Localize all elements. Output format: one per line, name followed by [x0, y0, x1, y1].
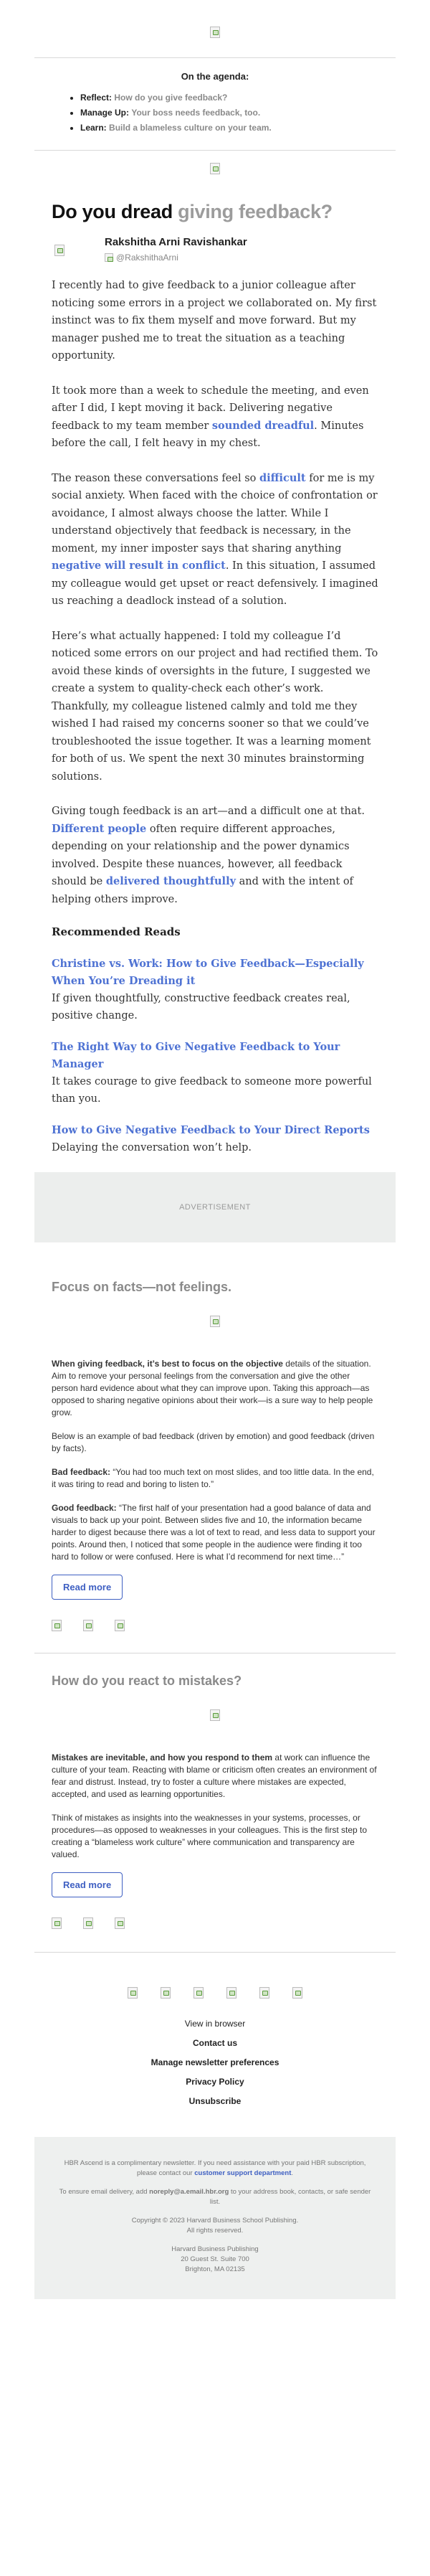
paragraph — [52, 803, 378, 908]
facts-section — [34, 1280, 396, 1631]
privacy-link[interactable]: Privacy Policy — [186, 2077, 244, 2087]
header-logo[interactable] — [34, 0, 396, 57]
paragraph — [52, 470, 378, 610]
section-icon — [34, 151, 396, 191]
recommended-item — [52, 1122, 378, 1156]
social-icon[interactable] — [161, 1987, 171, 1999]
paragraph — [52, 1358, 378, 1419]
author-handle-text: @RakshithaArni — [116, 253, 178, 263]
paragraph: Think of mistakes as insights into the weaknesses in your systems, processes, or procedures—as opposed to weaknesses in your colleagues. This is the first step to creating a “blameless work culture” where communication and transparency are valued. — [52, 1813, 368, 1859]
recommended-item — [52, 956, 378, 1024]
email-address[interactable]: noreply@a.email.hbr.org — [149, 2188, 229, 2196]
paragraph: Here’s what actually happened: I told my colleague I’d noticed some errors on our project and had rectified them. To avoid these kinds of oversights in the future, I suggested we create a system to quality-check each other’s work. Thankfully, my colleague listened calmly and told me they wished I had raised my concerns sooner so that we could’ve troubleshooted the issue together. It was a learning moment for both of us. We spent the next 30 minutes brainstorming solutions. — [52, 630, 378, 783]
inline-link[interactable]: difficult — [259, 471, 306, 484]
text: All rights reserved. — [186, 2227, 244, 2235]
text: for me is my social anxiety. When faced with the choice of confrontation or avoidance, I almost always choose the latter. While I understand objectively that feedback is necessary, in the moment, my inner imposter says that sharing anything — [52, 472, 378, 555]
footer-links — [34, 2014, 396, 2111]
social-icon[interactable] — [128, 1987, 138, 1999]
section-image — [52, 1315, 378, 1336]
recommended-desc: If given thoughtfully, constructive feedback creates real, positive change. — [52, 993, 350, 1022]
text: . — [291, 2169, 294, 2177]
learn-image-icon — [210, 1709, 220, 1721]
legal-block — [34, 2137, 396, 2299]
section-body — [52, 1752, 378, 1861]
social-icon[interactable] — [259, 1987, 269, 1999]
text: often require different approaches, depending on your relationship and the power dynamics involved. Despite these nuances, however, all feedback should be — [52, 823, 350, 887]
unsubscribe-link[interactable]: Unsubscribe — [188, 2096, 242, 2106]
text: . Minutes before the call, I felt heavy in my chest. — [52, 420, 364, 449]
share-icon[interactable] — [52, 1917, 62, 1929]
legal-text — [56, 2187, 374, 2207]
share-icon[interactable] — [83, 1917, 93, 1929]
social-icon[interactable] — [292, 1987, 302, 1999]
agenda-item-text: Your boss needs feedback, too. — [131, 108, 261, 118]
read-more-button[interactable]: Read more — [52, 1872, 123, 1897]
text: It took more than a week to schedule the meeting, and even after I did, I kept moving it back. Delivering negative feedback to my team member — [52, 384, 369, 432]
agenda-item-label: Manage Up: — [80, 108, 130, 118]
text: Brighton, MA 02135 — [185, 2265, 245, 2273]
agenda-list — [52, 90, 378, 136]
legal-text — [56, 2159, 374, 2179]
bold-text: Mistakes are inevitable, and how you respond to them — [52, 1752, 273, 1763]
text: The reason these conversations feel so — [52, 472, 259, 484]
agenda-item-text: How do you give feedback? — [114, 93, 228, 103]
text: at work can influence the culture of your team. Reacting with blame or criticism often creates an environment of fear and distrust. Instead, try to foster a culture where mistakes are expected, accepted, and used as learning opportunities. — [52, 1752, 377, 1799]
share-icon[interactable] — [115, 1620, 125, 1631]
agenda-item-text: Build a blameless culture on your team. — [109, 123, 272, 133]
email-container — [34, 0, 396, 2299]
footer-divider — [34, 1952, 396, 1953]
paragraph — [52, 1752, 378, 1801]
share-icon[interactable] — [115, 1917, 125, 1929]
text: 20 Guest St. Suite 700 — [181, 2255, 249, 2263]
paragraph: Below is an example of bad feedback (driven by emotion) and good feedback (driven by facts). — [52, 1431, 375, 1453]
author-avatar-icon — [54, 245, 64, 256]
support-link[interactable]: customer support department — [194, 2169, 292, 2177]
text: HBR Ascend is a complimentary newsletter. If you need assistance with your paid HBR subscription, please contact our — [64, 2159, 366, 2177]
inline-link[interactable]: Different people — [52, 822, 147, 835]
advertisement-box[interactable] — [34, 1172, 396, 1242]
contact-link[interactable]: Contact us — [192, 2038, 237, 2048]
section-title: How do you react to mistakes? — [52, 1674, 242, 1688]
agenda-item[interactable] — [80, 105, 378, 121]
social-icon[interactable] — [226, 1987, 236, 1999]
social-icon[interactable] — [194, 1987, 204, 1999]
view-in-browser-link[interactable]: View in browser — [184, 2019, 246, 2029]
manage-preferences-link[interactable]: Manage newsletter preferences — [150, 2057, 280, 2067]
share-icon[interactable] — [83, 1620, 93, 1631]
recommended-item — [52, 1039, 378, 1108]
recommended-link[interactable]: The Right Way to Give Negative Feedback to Your Manager — [52, 1041, 340, 1070]
paragraph — [52, 1502, 378, 1563]
section-title: Focus on facts—not feelings. — [52, 1280, 232, 1294]
article-title — [52, 201, 378, 223]
copyright — [56, 2216, 374, 2236]
text: Giving tough feedback is an art—and a difficult one at that. — [52, 806, 365, 817]
twitter-icon — [105, 253, 113, 262]
author-name: Rakshitha Arni Ravishankar — [105, 236, 247, 248]
text: Copyright © 2023 Harvard Business School Publishing. — [131, 2217, 299, 2224]
share-row — [52, 1917, 378, 1929]
recommended-desc: Delaying the conversation won’t help. — [52, 1142, 252, 1153]
manage-up-image-icon — [210, 1316, 220, 1327]
recommended-link[interactable]: Christine vs. Work: How to Give Feedback—Especially When You’re Dreading it — [52, 958, 364, 987]
article-body — [52, 277, 378, 908]
agenda-item[interactable] — [80, 121, 378, 136]
bold-text: Bad feedback: — [52, 1467, 111, 1477]
recommended-link[interactable]: How to Give Negative Feedback to Your Direct Reports — [52, 1124, 370, 1136]
text: . In this situation, I assumed my colleague would get upset or react defensively. I imagined us reaching a deadlock instead of a solution. — [52, 560, 378, 607]
inline-link[interactable]: sounded dreadful — [211, 419, 315, 432]
paragraph: I recently had to give feedback to a junior colleague after noticing some errors in a project we collaborated on. My first instinct was to fix them myself and move forward. But my manager pushed me to treat the situation as a teaching opportunity. — [52, 280, 377, 362]
logo-image-icon — [210, 27, 220, 38]
agenda-item[interactable] — [80, 90, 378, 105]
section-body — [52, 1358, 378, 1563]
author-handle[interactable] — [105, 253, 247, 263]
share-row — [52, 1620, 378, 1631]
bold-text: Good feedback: — [52, 1503, 117, 1513]
text: to your address book, contacts, or safe sender list. — [209, 2188, 371, 2206]
text: “You had too much text on most slides, and too little data. In the end, it was tiring to read and boring to listen to.” — [52, 1467, 374, 1489]
text: To ensure email delivery, add — [59, 2188, 150, 2196]
advertisement-label: ADVERTISEMENT — [179, 1203, 251, 1212]
text: details of the situation. Aim to remove your personal feelings from the conversation and give the other person hard evidence about what they can improve upon. Taking this approach—as opposed to sharing negative opinions about their work—is a sure way to help people grow. — [52, 1359, 373, 1417]
text: “The first half of your presentation had a good balance of data and visuals to back up your point. Between slides five and 10, the information became harder to digest because there was a lot of text to read, and less data to support your points. Around then, I noticed that some people in the audience were finding it too hard to follow or were confused. Here is what I’d recommend for next time…” — [52, 1503, 376, 1562]
bold-text: When giving feedback, it’s best to focus on the objective — [52, 1359, 283, 1369]
mistakes-section — [34, 1674, 396, 1929]
agenda-item-label: Reflect: — [80, 93, 113, 103]
read-more-button[interactable]: Read more — [52, 1575, 123, 1600]
section-image — [52, 1709, 378, 1730]
title-main: Do you dread — [52, 201, 178, 222]
recommended-title: Recommended Reads — [52, 925, 181, 938]
inline-link[interactable]: delivered thoughtfully — [105, 875, 236, 887]
text: Harvard Business Publishing — [171, 2245, 259, 2253]
recommended-desc: It takes courage to give feedback to someone more powerful than you. — [52, 1076, 372, 1105]
article — [34, 201, 396, 1156]
agenda-section — [34, 58, 396, 150]
social-row — [34, 1987, 396, 1999]
reflect-image-icon — [210, 163, 220, 174]
paragraph — [52, 1466, 378, 1491]
address — [56, 2245, 374, 2275]
share-icon[interactable] — [52, 1620, 62, 1631]
inline-link[interactable]: negative will result in conflict — [52, 560, 226, 572]
paragraph — [52, 382, 378, 453]
author-block — [52, 236, 378, 263]
agenda-title: On the agenda: — [181, 71, 249, 82]
text: and with the intent of helping others improve. — [52, 876, 353, 905]
title-accent: giving feedback? — [178, 201, 333, 222]
agenda-item-label: Learn: — [80, 123, 107, 133]
